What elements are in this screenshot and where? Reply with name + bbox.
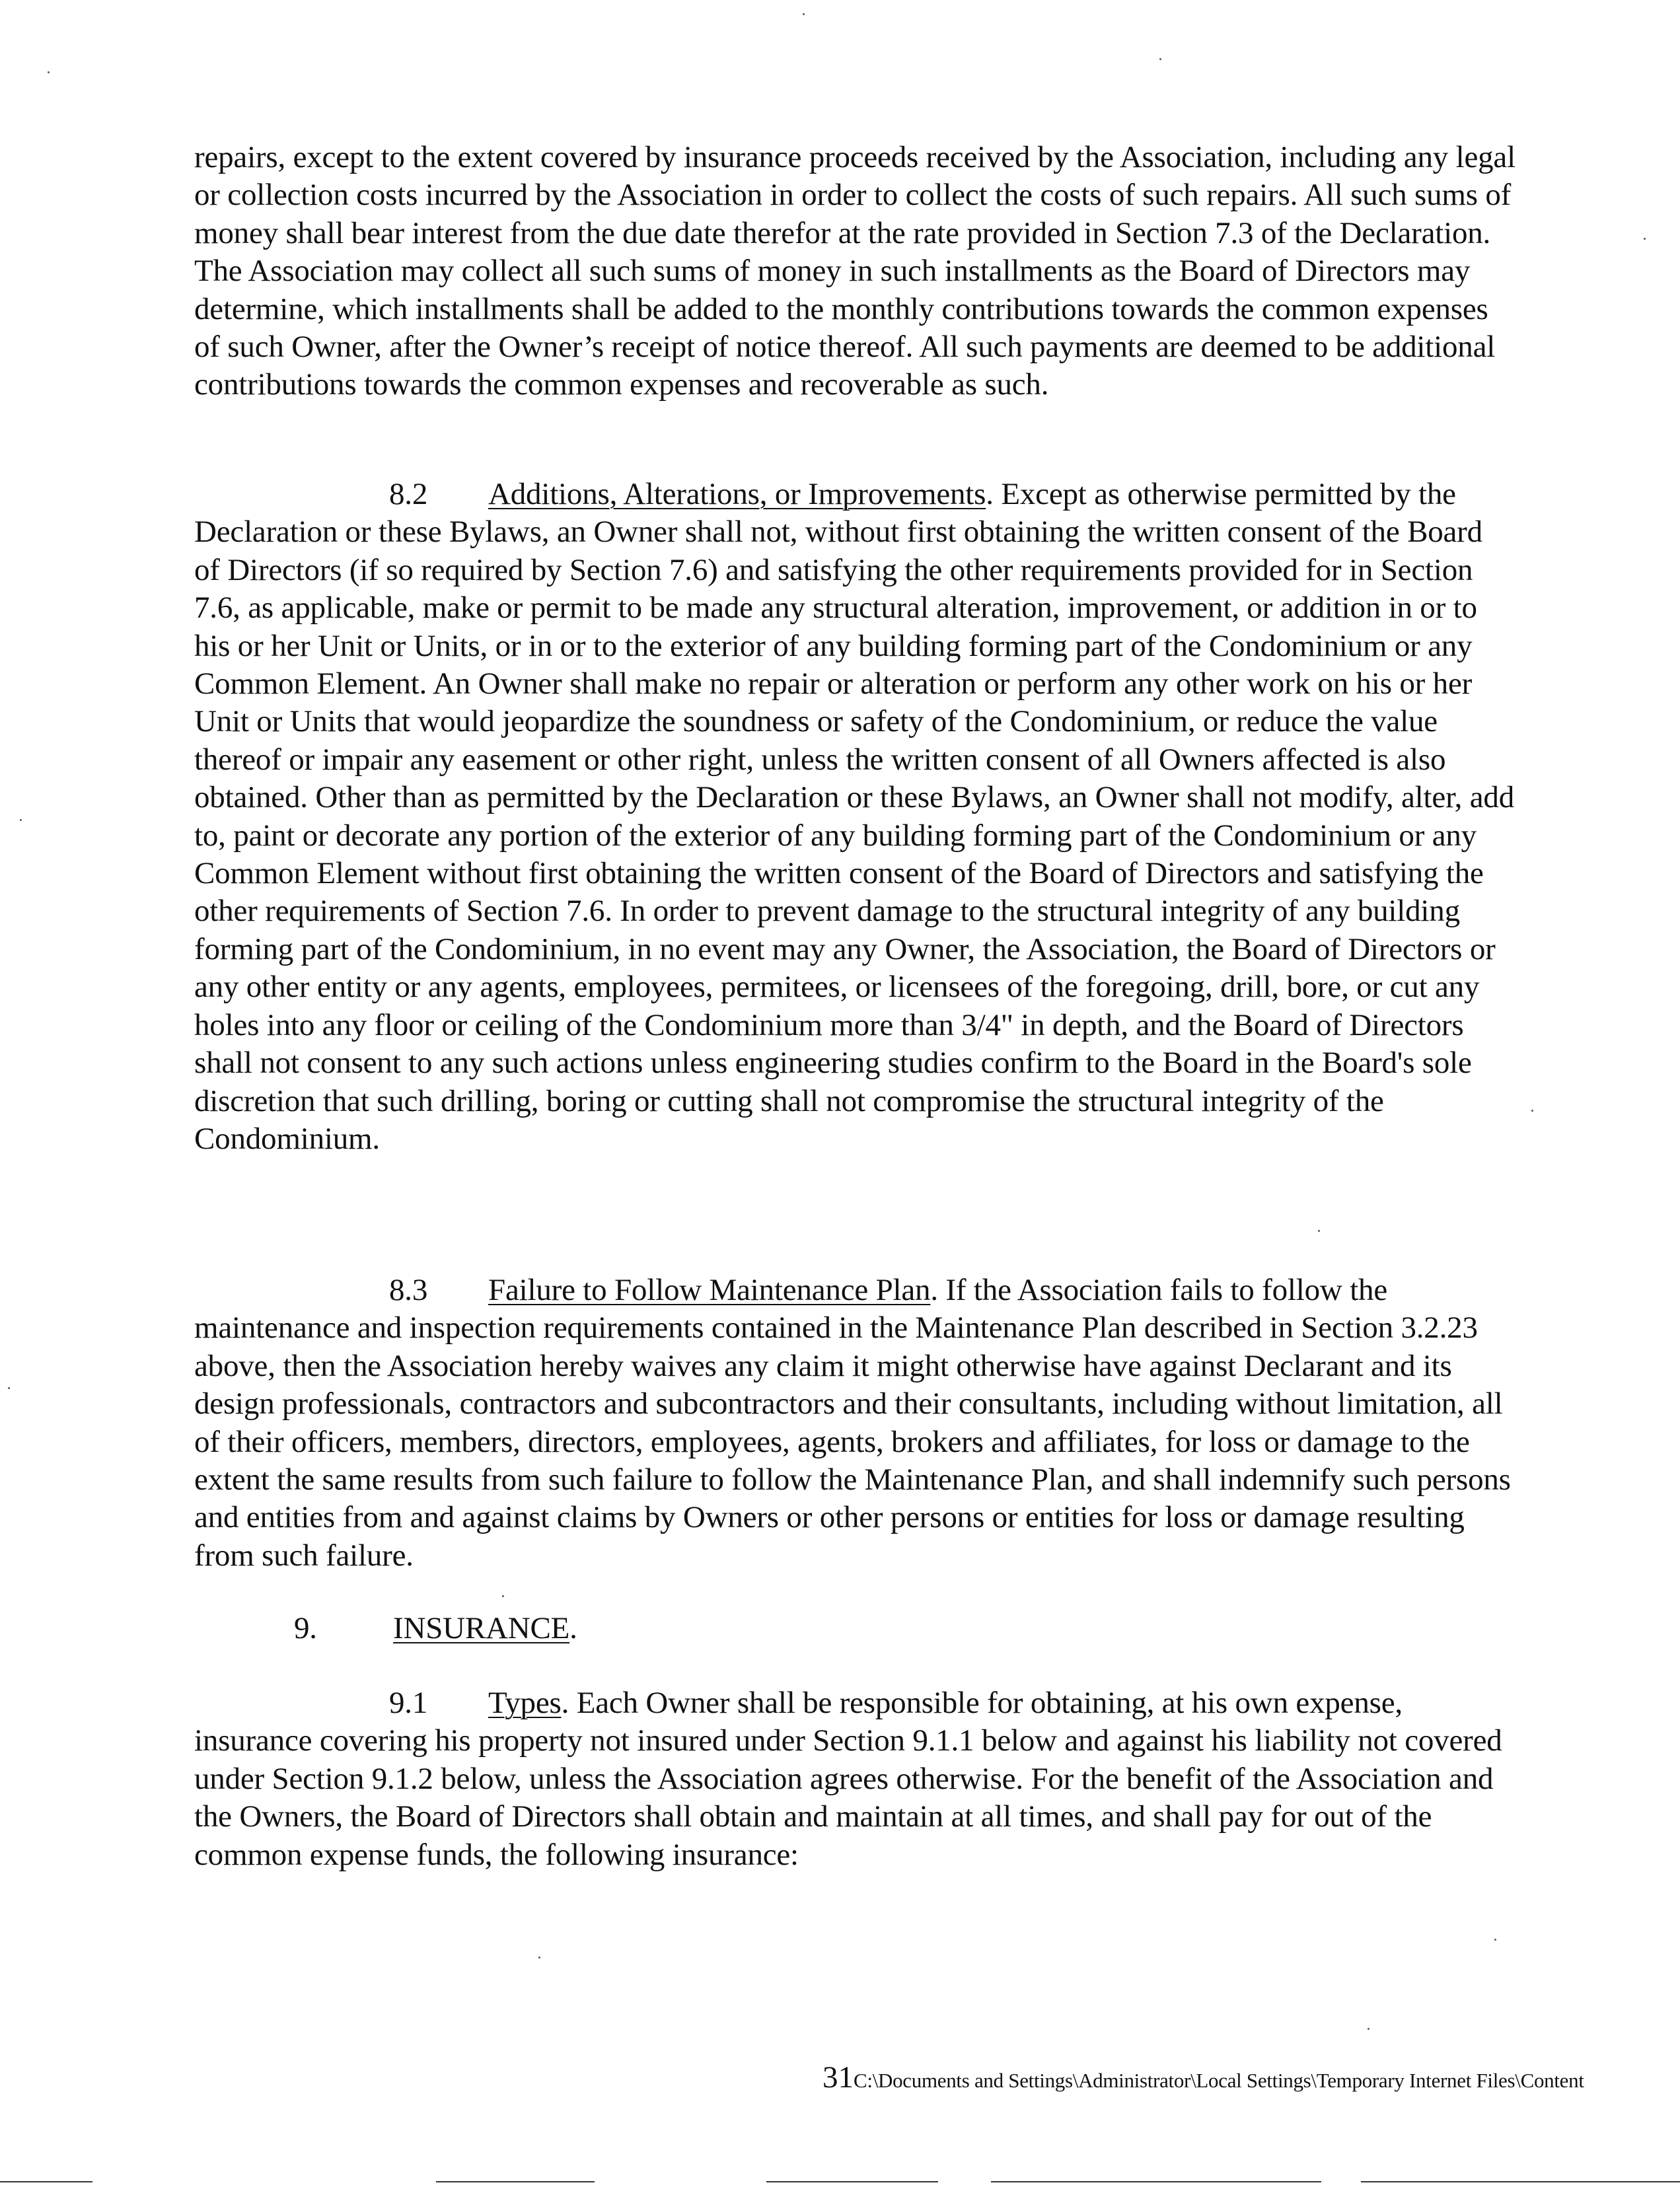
scan-rule (766, 2181, 938, 2182)
scan-rule (1361, 2181, 1680, 2182)
scan-speck (538, 1957, 540, 1959)
scan-speck (803, 13, 805, 15)
section-number: 9. (294, 1611, 317, 1645)
section-9-heading (294, 1610, 1615, 1647)
file-path: C:\Documents and Settings\Administrator\Local Settings\Temporary Internet Files\Content (854, 2069, 1584, 2092)
section-number: 8.2 (389, 477, 428, 511)
scan-rule (0, 2181, 92, 2182)
scan-speck (48, 71, 50, 73)
scan-speck (1318, 1230, 1320, 1232)
heading-period: . (930, 1273, 946, 1307)
section-heading: Failure to Follow Maintenance Plan (488, 1273, 931, 1307)
scan-rule (991, 2181, 1321, 2182)
section-heading: INSURANCE (393, 1611, 570, 1645)
heading-period: . (561, 1686, 577, 1720)
section-8-2 (194, 476, 1516, 1158)
heading-period: . (569, 1611, 577, 1645)
continuation-paragraph: repairs, except to the extent covered by insurance proceeds received by the Association, including any legal or collection costs incurred by the Association in order to collect the costs of such repairs. All such sums of money shall bear interest from the due date therefor at the rate provided in Section 7.3 of the Declaration. The Association may collect all such sums of money in such installments as the Board of Directors may determine, which installments shall be added to the monthly contributions towards the common expenses of such Owner, after the Owner’s receipt of notice thereof. All such payments are deemed to be additional contributions towards the common expenses and recoverable as such. (194, 140, 1516, 402)
scan-speck (502, 1595, 504, 1597)
page-number: 31 (822, 2060, 854, 2095)
scan-rule (436, 2181, 595, 2182)
section-8-3 (194, 1272, 1516, 1575)
section-body: Each Owner shall be responsible for obtaining, at his own expense, insurance covering his property not insured under Section 9.1.1 below and against his liability not covered under Section 9.1.2 below, unless the Association agrees otherwise. For the benefit of the Association and the Owners, the Board of Directors shall obtain and maintain at all times, and shall pay for out of the common expense funds, the following insurance: (194, 1686, 1502, 1872)
section-body: Except as otherwise permitted by the Declaration or these Bylaws, an Owner shall not, without first obtaining the written consent of the Board of Directors (if so required by Section 7.6) and satisfying the other requirements provided for in Section 7.6, as applicable, make or permit to be made any structural alteration, improvement, or addition in or to his or her Unit or Units, or in or to the exterior of any building forming part of the Condominium or any Common Element. An Owner shall make no repair or alteration or perform any other work on his or her Unit or Units that would jeopardize the soundness or safety of the Condominium, or reduce the value thereof or impair any easement or other right, unless the written consent of all Owners affected is also obtained. Other than as permitted by the Declaration or these Bylaws, an Owner shall not modify, alter, add to, paint or decorate any portion of the exterior of any building forming part of the Condominium or any Common Element without first obtaining the written consent of the Board of Directors and satisfying the other requirements of Section 7.6. In order to prevent damage to the structural integrity of any building forming part of the Condominium, in no event may any Owner, the Association, the Board of Directors or any other entity or any agents, employees, permitees, or licensees of the foregoing, drill, bore, or cut any holes into any floor or ceiling of the Condominium more than 3/4" in depth, and the Board of Directors shall not consent to any such actions unless engineering studies confirm to the Board in the Board's sole discretion that such drilling, boring or cutting shall not compromise the structural integrity of the Condominium. (194, 477, 1514, 1156)
scan-speck (1159, 58, 1161, 60)
scan-speck (1368, 2028, 1370, 2030)
scan-speck (1531, 1110, 1533, 1112)
section-heading: Types (488, 1686, 562, 1720)
section-9-1 (194, 1684, 1516, 1874)
section-body: If the Association fails to follow the maintenance and inspection requirements contained in the Maintenance Plan described in Section 3.2.23 above, then the Association hereby waives any claim it might otherwise have against Declarant and its design professionals, contractors and subcontractors and their consultants, including without limitation, all of their officers, members, directors, employees, agents, brokers and affiliates, for loss or damage to the extent the same results from such failure to follow the Maintenance Plan, and shall indemnify such persons and entities from and against claims by Owners or other persons or entities for loss or damage resulting from such failure. (194, 1273, 1511, 1573)
scan-speck (1494, 1939, 1496, 1941)
heading-period: . (986, 477, 1002, 511)
section-heading: Additions, Alterations, or Improvements (488, 477, 986, 511)
section-number: 8.3 (389, 1273, 428, 1307)
scan-speck (8, 1387, 10, 1389)
section-number: 9.1 (389, 1686, 428, 1720)
scan-speck (1644, 238, 1646, 240)
page-footer (822, 2060, 1584, 2095)
scan-speck (20, 819, 22, 821)
